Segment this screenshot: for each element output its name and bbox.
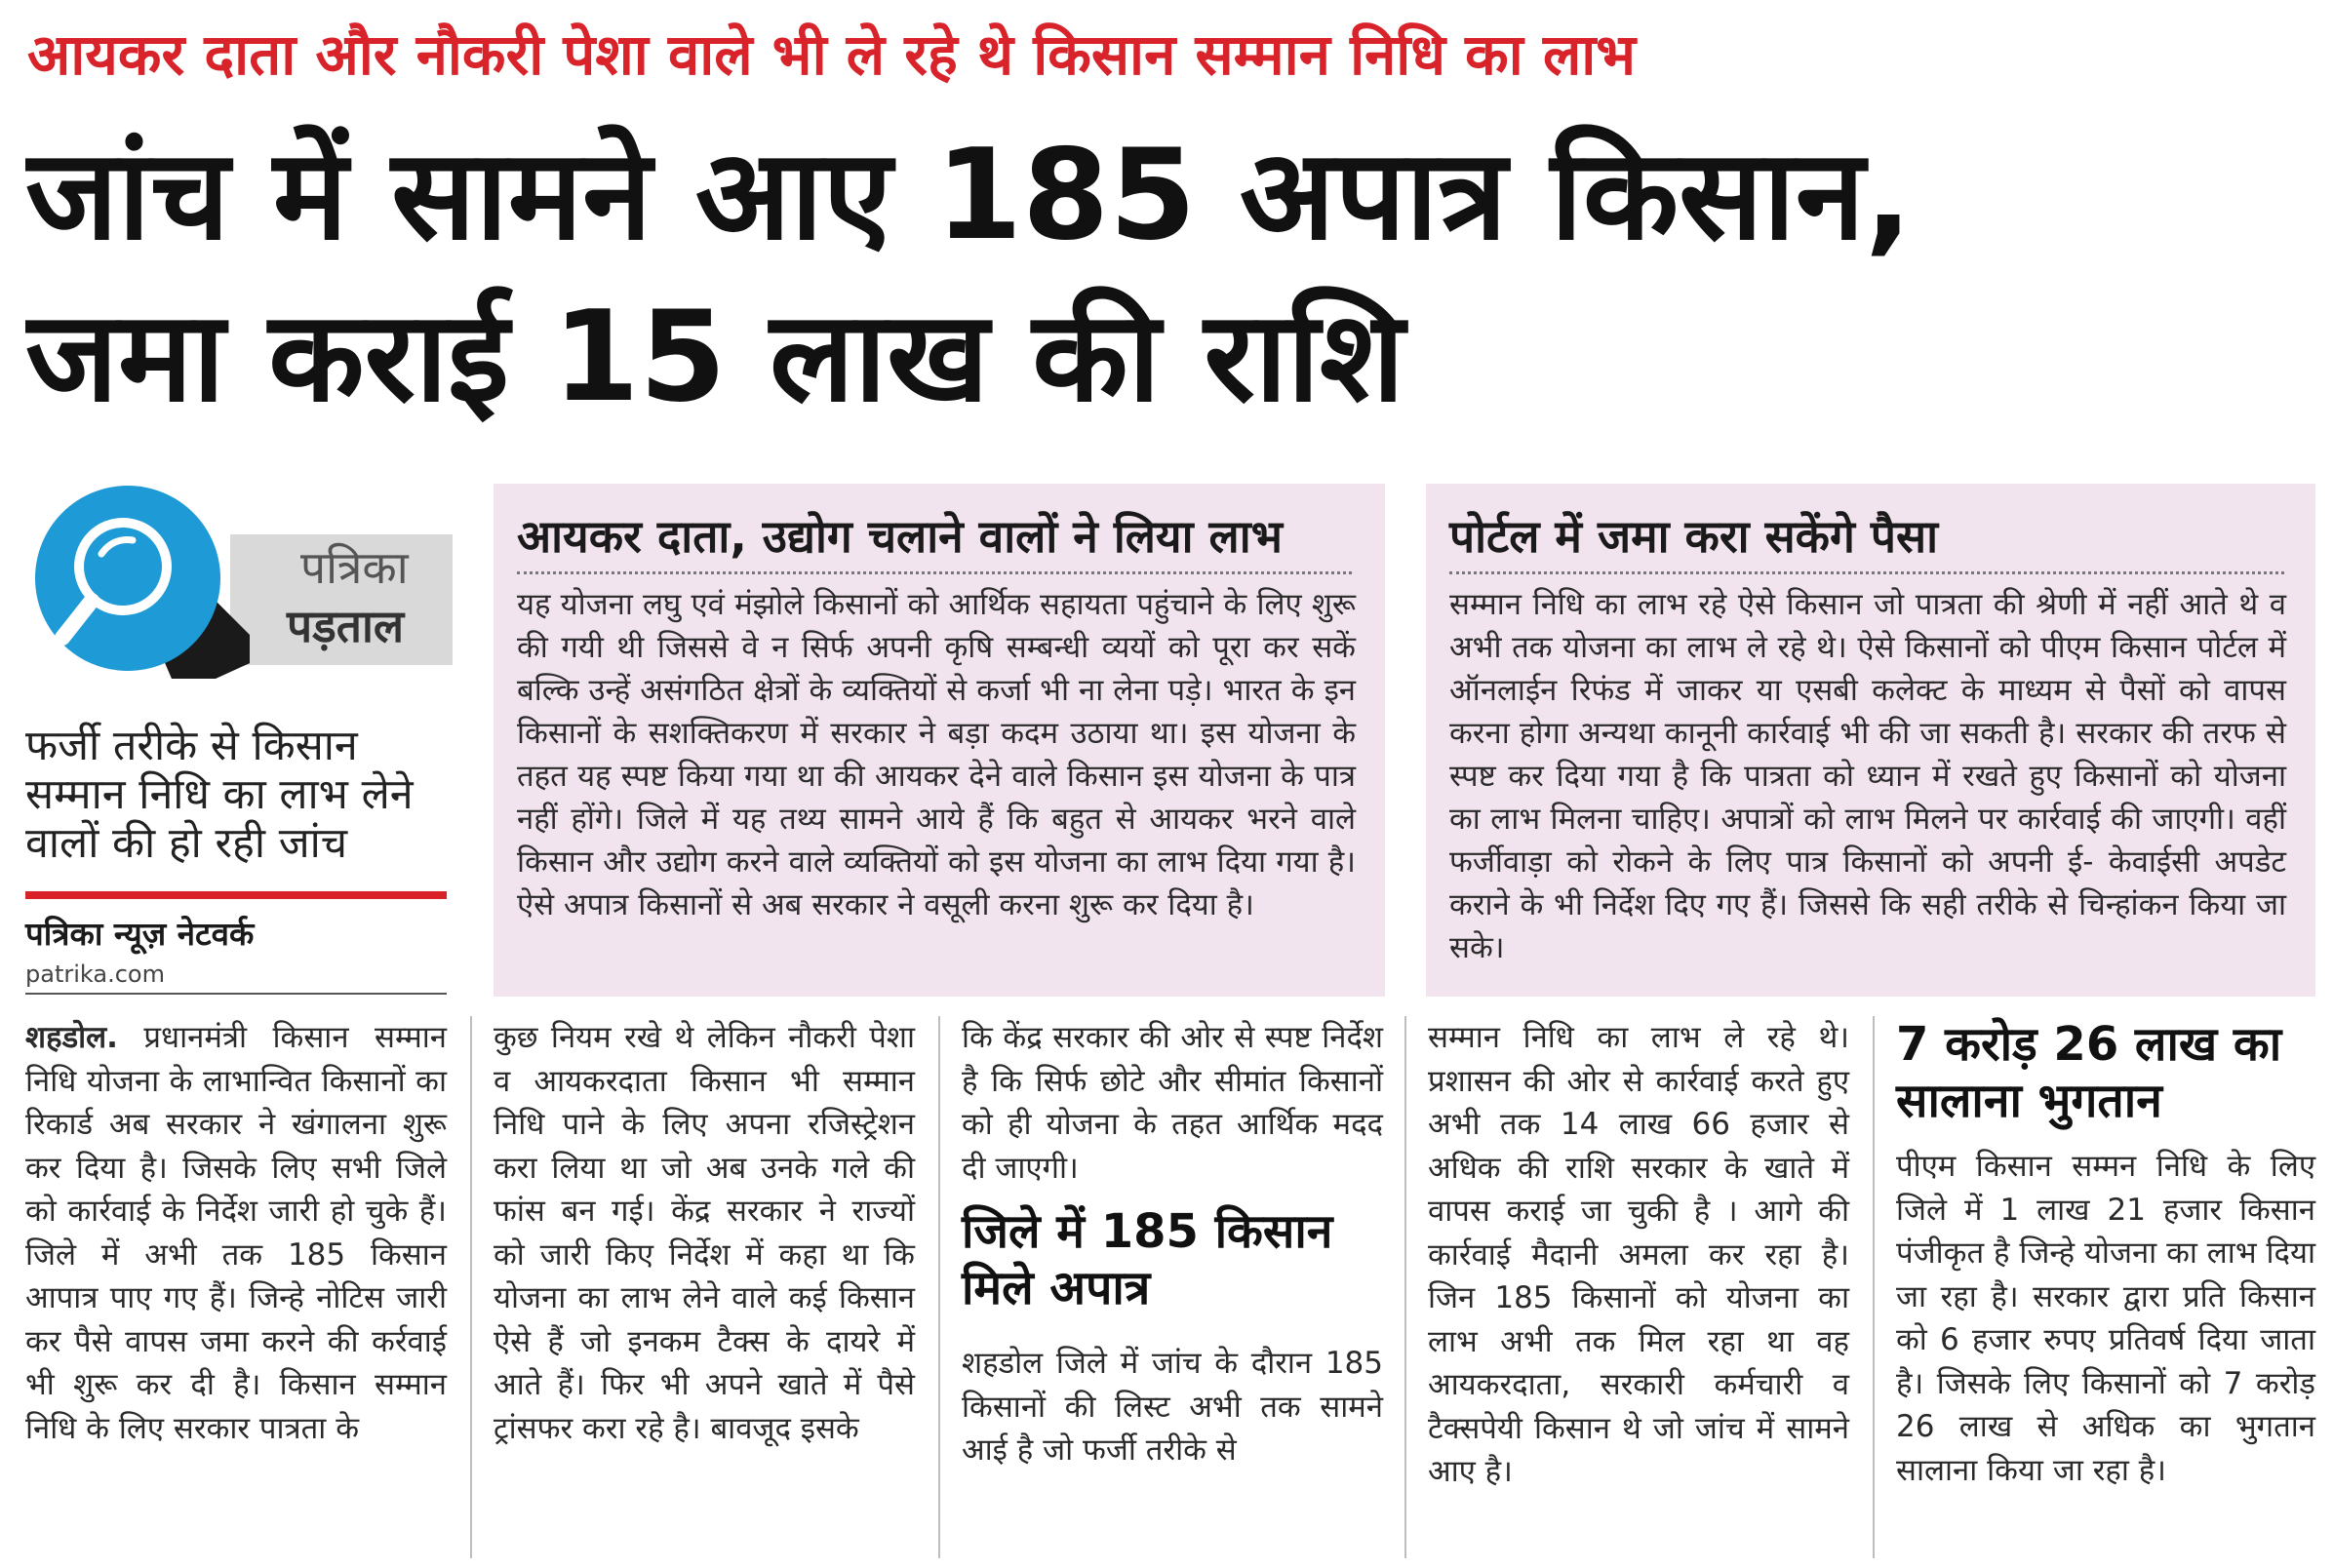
story-summary: फर्जी तरीके से किसान सम्मान निधि का लाभ लेने वालों की हो रही जांच (25, 722, 414, 868)
red-divider (25, 891, 447, 899)
patrika-padtal-logo (25, 484, 455, 679)
column-text: सम्मान निधि का लाभ ले रहे थे। प्रशासन की ओर से कार्रवाई करते हुए अभी तक 14 लाख 66 हजार से अधिक की राशि सरकार के खाते में वापस कराई जा चुकी है । आगे की कार्रवाई मैदानी अमला कर रहा है। जिन 185 किसानों को योजना का लाभ अभी तक मिल रहा था वह आयकरदाता, सरकारी कर्मचारी व टैक्सपेयी किसान थे जो जांच में सामने आए है। (1428, 1020, 1849, 1489)
column-rule (1873, 1016, 1875, 1558)
column-text: कि केंद्र सरकार की ओर से स्पष्ट निर्देश है कि सिर्फ छोटे और सीमांत किसानों को ही योजना के तहत आर्थिक मदद दी जाएगी। (962, 1020, 1383, 1186)
box-title: आयकर दाता, उद्योग चलाने वालों ने लिया लाभ (517, 510, 1283, 563)
subheading: 7 करोड़ 26 लाख का सालाना भुगतान (1896, 1017, 2282, 1128)
headline-line-1: जांच में सामने आए 185 अपात्र किसान, (25, 123, 1913, 268)
box-text: सम्मान निधि का लाभ रहे ऐसे किसान जो पात्रता की श्रेणी में नहीं आते थे व अभी तक योजना का लाभ ले रहे थे। ऐसे किसानों को पीएम किसान पोर्टल में ऑनलाईन रिफंड में जाकर या एसबी कलेक्ट के माध्यम से पैसों को वापस करना होगा अन्यथा कानूनी कार्रवाई भी की जा सकती है। सरकार की तरफ से स्पष्ट कर दिया गया है कि पात्रता को ध्यान में रखते हुए किसानों को योजना का लाभ मिलना चाहिए। अपात्रों को लाभ मिलने पर कार्रवाई की जाएगी। वहीं फर्जीवाड़ा को रोकने के लिए पात्र किसानों को अपनी ई- केवाईसी अपडेट कराने के भी निर्देश दिए गए हैं। जिससे कि सही तरीके से चिन्हांकन किया जा सके। (1449, 587, 2286, 965)
dateline: शहडोल. (25, 1020, 118, 1055)
article-column-3 (962, 1016, 1383, 1472)
column-text: शहडोल जिले में जांच के दौरान 185 किसानों की लिस्ट अभी तक सामने आई है जो फर्जी तरीके से (962, 1346, 1383, 1468)
magnifier-icon (25, 484, 250, 679)
column-rule (470, 1016, 472, 1558)
sidebar-box-income-tax (494, 484, 1385, 997)
column-text: कुछ नियम रखे थे लेकिन नौकरी पेशा व आयकरदाता किसान भी सम्मान निधि पाने के लिए अपना रजिस्ट्रेशन करा लिया था जो अब उनके गले की फांस बन गई। केंद्र सरकार ने राज्यों को जारी किए निर्देश में कहा था कि योजना का लाभ लेने वाले कई किसान ऐसे हैं जो इनकम टैक्स के दायरे में आते हैं। फिर भी अपने खाते में पैसे ट्रांसफर करा रहे है। बावजूद इसके (494, 1020, 915, 1446)
article-column-5 (1896, 1016, 2315, 1492)
logo-word-patrika: पत्रिका (300, 541, 409, 594)
byline: पत्रिका न्यूज़ नेटवर्क (25, 915, 255, 953)
subheading: जिले में 185 किसान मिले अपात्र (962, 1204, 1333, 1315)
column-rule (938, 1016, 940, 1558)
article-column-4 (1428, 1016, 1849, 1494)
kicker-headline: आयकर दाता और नौकरी पेशा वाले भी ले रहे थे किसान सम्मान निधि का लाभ (27, 21, 1637, 88)
headline-line-2: जमा कराई 15 लाख की राशि (25, 285, 1405, 430)
divider (25, 993, 447, 995)
logo-band (230, 534, 453, 665)
article-column-2 (494, 1016, 915, 1450)
column-text: पीएम किसान सम्मन निधि के लिए जिले में 1 लाख 21 हजार किसान पंजीकृत है जिन्हे योजना का लाभ दिया जा रहा है। सरकार द्वारा प्रति किसान को 6 हजार रुपए प्रतिवर्ष दिया जाता है। जिसके लिए किसानों को 7 करोड़ 26 लाख से अधिक का भुगतान सालाना किया जा रहा है। (1896, 1149, 2315, 1488)
sidebar-box-portal (1426, 484, 2315, 997)
column-text: प्रधानमंत्री किसान सम्मान निधि योजना के लाभान्वित किसानों का रिकार्ड अब सरकार ने खंगालना शुरू कर दिया है। जिसके लिए सभी जिले को कार्रवाई के निर्देश जारी हो चुके हैं। जिले में अभी तक 185 किसान आपात्र पाए गए हैं। जिन्हे नोटिस जारी कर पैसे वापस जमा करने की कर्रवाई भी शुरू कर दी है। किसान सम्मान निधि के लिए सरकार पात्रता के (25, 1020, 447, 1446)
main-headline (25, 115, 2308, 439)
logo-word-padtal: पड़ताल (287, 600, 405, 652)
box-text: यह योजना लघु एवं मंझोले किसानों को आर्थिक सहायता पहुंचाने के लिए शुरू की गयी थी जिससे वे न सिर्फ अपनी कृषि सम्बन्धी व्ययों को पूरा कर सकें बल्कि उन्हें असंगठित क्षेत्रों के व्यक्तियों से कर्जा भी ना लेना पड़े। भारत के इन किसानों के सशक्तिकरण में सरकार ने बड़ा कदम उठाया था। इस योजना के तहत यह स्पष्ट किया गया था की आयकर देने वाले किसान इस योजना के पात्र नहीं होंगे। जिले में यह तथ्य सामने आये हैं कि बहुत से आयकर भरने वाले किसान और उद्योग करने वाले व्यक्तियों को इस योजना का लाभ दिया गया है। ऐसे अपात्र किसानों से अब सरकार ने वसूली करना शुरू कर दिया है। (517, 587, 1356, 922)
site-name: patrika.com (25, 960, 165, 988)
box-title: पोर्टल में जमा करा सकेंगे पैसा (1449, 510, 1939, 563)
column-rule (1404, 1016, 1406, 1558)
dotted-divider (1449, 571, 2284, 574)
dotted-divider (517, 571, 1352, 574)
article-column-1 (25, 1016, 447, 1450)
